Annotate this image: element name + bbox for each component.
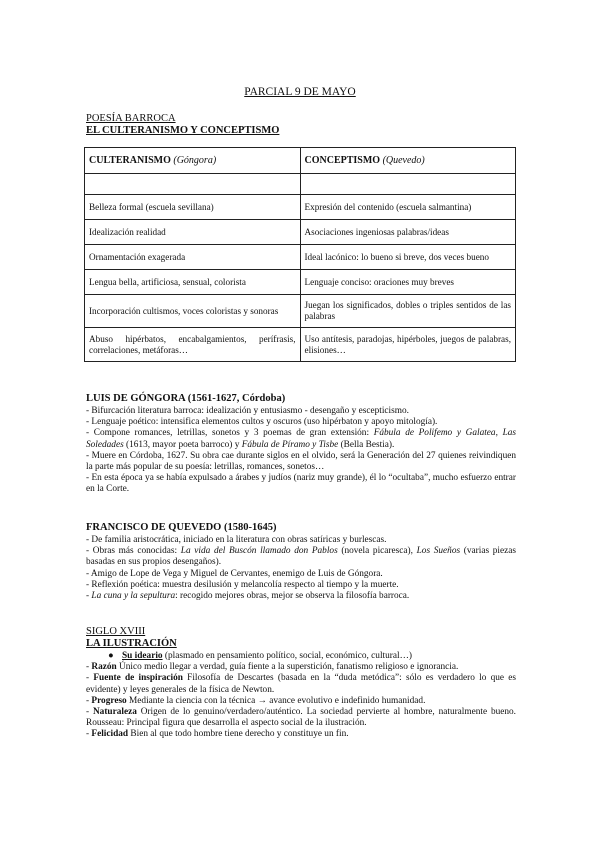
text-run: - Compone romances, letrillas, sonetos y 3 poemas de gran extensión: (86, 428, 374, 439)
conceptismo-label: CONCEPTISMO (304, 155, 381, 166)
text-run: - (86, 591, 92, 602)
quevedo-line (86, 591, 516, 602)
text-run: , (495, 428, 503, 439)
table-row (85, 270, 516, 295)
text-run: (plasmado en pensamiento político, social, económico, cultural…) (162, 651, 412, 661)
culteranismo-note: (Góngora) (173, 155, 217, 166)
table-row (85, 328, 516, 362)
table-cell: Asociaciones ingeniosas palabras/ideas (300, 220, 516, 245)
progreso-label: Progreso (91, 695, 127, 706)
table-cell: Uso antítesis, paradojas, hipérboles, juegos de palabras, elisiones… (300, 328, 516, 362)
felicidad-label: Felicidad (91, 729, 129, 740)
table-cell: Abuso hipérbatos, encabalgamientos, perífrasis, correlaciones, metáforas… (85, 328, 301, 362)
table-header-culteranismo (85, 148, 301, 174)
progreso-line: - Progreso Mediante la ciencia con la técnica → avance evolutivo e indefinido humanidad. (86, 695, 426, 706)
text-run: Origen de lo genuino/verdadero/auténtico. La sociedad pervierte al hombre, naturalmente bueno. Rousseau: Principal figura que desarrolla el aspecto social de la ilustración. (86, 707, 516, 729)
table-row (85, 295, 516, 328)
quevedo-line: - Amigo de Lope de Vega y Miguel de Cervantes, enemigo de Luis de Góngora. (86, 568, 383, 579)
table-cell: Expresión del contenido (escuela salmantina) (300, 195, 516, 220)
gongora-line: - En esta época ya se había expulsado a árabes y judíos (nariz muy grande), él lo “ocultaba”, mucho esfuerzo entrar en la Corte. (86, 473, 516, 495)
table-cell: Juegan los significados, dobles o triples sentidos de las palabras (300, 295, 516, 328)
fuente-label: Fuente de inspiración (93, 673, 183, 684)
naturaleza-label: Naturaleza (92, 707, 137, 718)
table-cell: Idealización realidad (85, 220, 301, 245)
fuente-line: - Fuente de inspiración Filosofía de Descartes (basada en la “duda metódica”: sólo es verdadero lo que es evidente) y leyes generales de la física de Newton. (86, 673, 516, 695)
gongora-line: - Bifurcación literatura barroca: idealización y entusiasmo - desengaño y escepticismo. (86, 406, 409, 416)
work-title: La vida del Buscón llamado don Pablos (180, 546, 338, 557)
razon-label: Razón (91, 662, 117, 673)
comparison-table (84, 147, 516, 362)
work-title: Fábula de Polifemo y Galatea (373, 428, 496, 439)
text-run: Filosofía de Descartes (basada en la “duda metódica”: sólo es verdadero lo que es evidente) y leyes generales de la física de Newton. (86, 673, 516, 695)
table-cell-empty (300, 174, 516, 195)
gongora-line: - Muere en Córdoba, 1627. Su obra cae durante siglos en el olvido, será la Generación del 27 quienes reivindiquen la parte más popular de su poesía: letrillas, romances, sonetos… (86, 450, 516, 473)
bullet-icon: ● (108, 651, 114, 661)
table-header-conceptismo (300, 148, 516, 174)
table-row (85, 245, 516, 270)
page-title: PARCIAL 9 DE MAYO (244, 86, 356, 98)
table-row (85, 220, 516, 245)
quevedo-line (86, 546, 516, 568)
work-title: Los Sueños (416, 546, 461, 557)
siglo-heading: SIGLO XVIII (86, 626, 146, 637)
text-run: (varias piezas basadas en sus propios desengaños). (86, 546, 516, 568)
quevedo-line: - De familia aristocrática, iniciado en la literatura con obras satíricas y burlescas. (86, 535, 387, 545)
text-run: (Bella Bestia). (338, 439, 395, 450)
text-run: Bien al que todo hombre tiene derecho y constituye un fin. (128, 729, 349, 740)
table-cell: Ideal lacónico: lo bueno si breve, dos veces bueno (300, 245, 516, 270)
gongora-heading: LUIS DE GÓNGORA (1561-1627, Córdoba) (86, 393, 286, 404)
table-cell: Belleza formal (escuela sevillana) (85, 195, 301, 220)
text-run: : recogido mejores obras, mejor se observa la filosofía barroca. (175, 591, 410, 602)
ilustracion-section (86, 651, 516, 741)
table-cell: Lengua bella, artificiosa, sensual, colorista (85, 270, 301, 295)
quevedo-line: - Reflexión poética: muestra desilusión y melancolía respecto al tiempo y la muerte. (86, 579, 399, 590)
section-heading-poesia-barroca: POESÍA BARROCA (86, 113, 176, 124)
ideario-label: Su ideario (122, 651, 163, 661)
work-title: Fábula de Píramo y Tisbe (241, 439, 339, 450)
text-run: Único medio llegar a verdad, guía fiente a la superstición, fanatismo religioso e ignorancia. (116, 662, 459, 673)
table-cell: Incorporación cultismos, voces coloristas y sonoras (85, 295, 301, 328)
ilustracion-heading: LA ILUSTRACIÓN (86, 638, 177, 649)
text-run: - Obras más conocidas: (86, 546, 181, 557)
gongora-line: - Lenguaje poético: intensifica elementos cultos y oscuros (uso hipérbaton y apoyo mitología). (86, 417, 438, 428)
table-cell: Ornamentación exagerada (85, 245, 301, 270)
text-run: (1613, mayor poeta barroco) y (123, 439, 242, 450)
section-subheading-culteranismo: EL CULTERANISMO Y CONCEPTISMO (86, 125, 280, 136)
quevedo-section (86, 535, 516, 602)
table-cell-empty (85, 174, 301, 195)
table-cell: Lenguaje conciso: oraciones muy breves (300, 270, 516, 295)
work-title: Las Soledades (86, 428, 516, 450)
gongora-section (86, 406, 516, 496)
quevedo-heading: FRANCISCO DE QUEVEDO (1580-1645) (86, 522, 277, 533)
felicidad-line: - Felicidad Bien al que todo hombre tiene derecho y constituye un fin. (86, 729, 349, 740)
gongora-line (86, 428, 516, 450)
razon-line: - Razón Único medio llegar a verdad, guía fiente a la superstición, fanatismo religioso e ignorancia. (86, 662, 459, 673)
table-row-empty (85, 174, 516, 195)
ideario-bullet (86, 651, 516, 662)
conceptismo-note: (Quevedo) (382, 155, 425, 166)
table-header-row (85, 148, 516, 174)
work-title: La cuna y la sepultura (91, 591, 176, 602)
naturaleza-line: - Naturaleza Origen de lo genuino/verdadero/auténtico. La sociedad pervierte al hombre, naturalmente bueno. Rousseau: Principal figura que desarrolla el aspecto social de la ilustración. (86, 707, 516, 729)
text-run: (novela picaresca), (337, 546, 417, 557)
text-run: Mediante la ciencia con la técnica → avance evolutivo e indefinido humanidad. (126, 695, 426, 706)
culteranismo-label: CULTERANISMO (89, 155, 171, 166)
table-row (85, 195, 516, 220)
